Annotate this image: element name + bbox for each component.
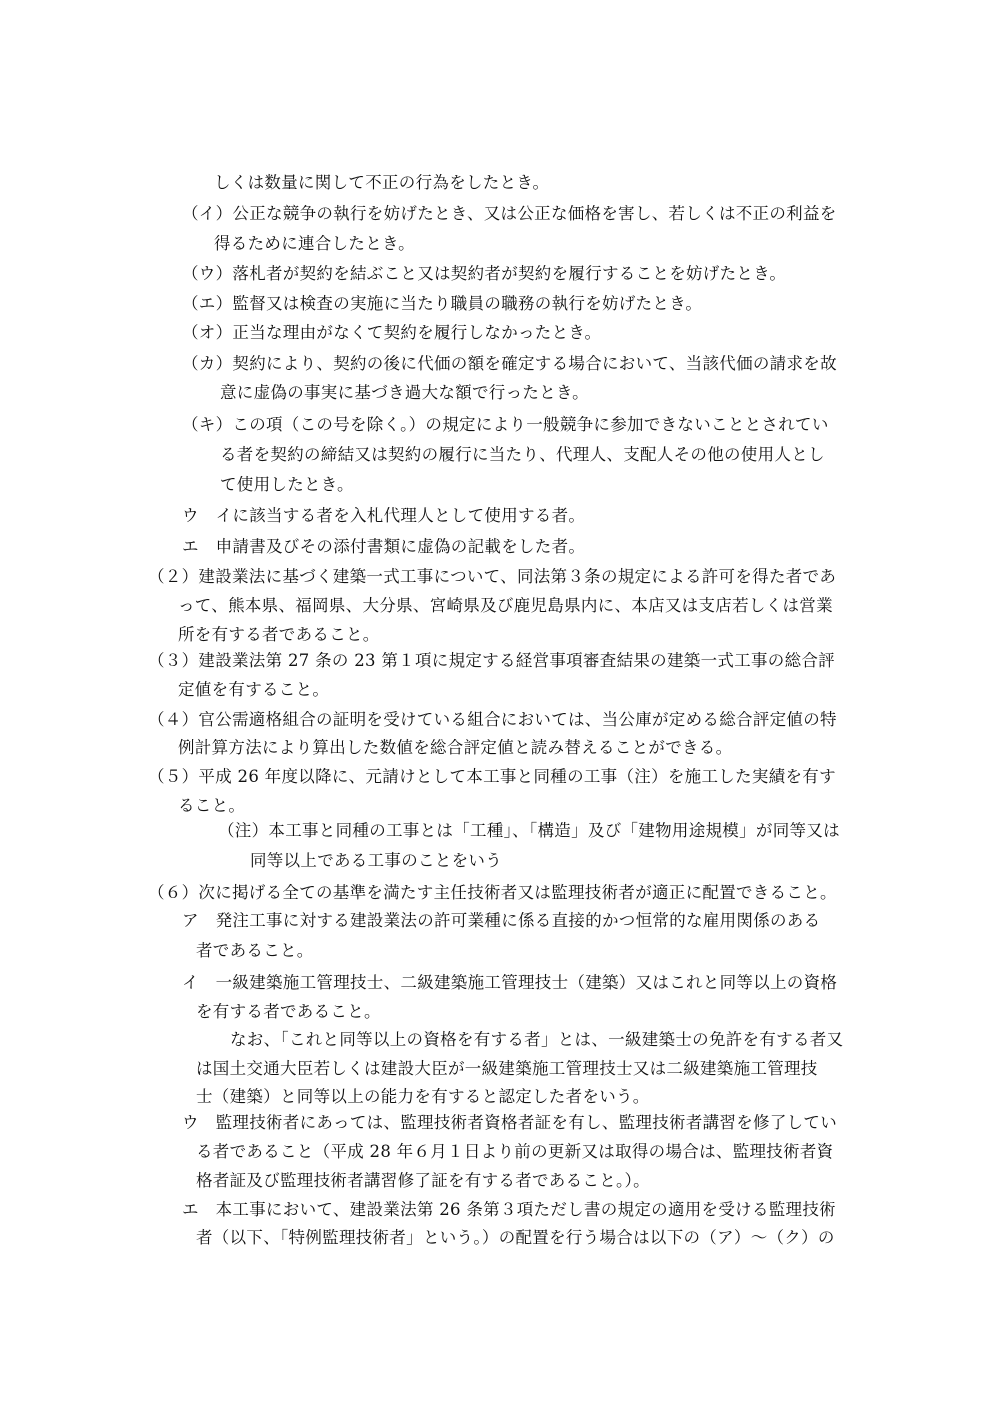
text-line: エ 申請書及びその添付書類に虚偽の記載をした者。 [182, 537, 586, 556]
text-line: 者（以下、「特例監理技術者」という。）の配置を行う場合は以下の（ア）〜（ク）の [196, 1228, 835, 1247]
text-line: る者であること（平成 28 年６月１日より前の更新又は取得の場合は、監理技術者資 [196, 1142, 834, 1161]
text-line: エ 本工事において、建設業法第 26 条第３項ただし書の規定の適用を受ける監理技術 [182, 1200, 836, 1219]
text-line: （２）建設業法に基づく建築一式工事について、同法第３条の規定による許可を得た者であ [148, 567, 837, 586]
text-line: イ 一級建築施工管理技士、二級建築施工管理技士（建築）又はこれと同等以上の資格 [182, 973, 838, 992]
text-line: て使用したとき。 [220, 475, 354, 494]
text-line: 例計算方法により算出した数値を総合評定値と読み替えることができる。 [178, 738, 733, 757]
text-line: 所を有する者であること。 [178, 625, 380, 644]
text-line: を有する者であること。 [196, 1002, 381, 1021]
text-line: は国土交通大臣若しくは建設大臣が一級建築施工管理技士又は二級建築施工管理技 [196, 1059, 818, 1078]
text-line: 得るために連合したとき。 [214, 234, 415, 253]
text-line: ること。 [178, 796, 246, 815]
text-line: （３）建設業法第 27 条の 23 第１項に規定する経営事項審査結果の建築一式工事の総合評 [148, 651, 835, 670]
text-line: 者であること。 [196, 941, 314, 960]
text-line: （注）本工事と同種の工事とは「工種」、「構造」及び「建物用途規模」が同等又は [218, 821, 840, 840]
text-line: （イ）公正な競争の執行を妨げたとき、又は公正な価格を害し、若しくは不正の利益を [182, 204, 837, 223]
text-line: って、熊本県、福岡県、大分県、宮崎県及び鹿児島県内に、本店又は支店若しくは営業 [178, 596, 833, 615]
text-line: る者を契約の締結又は契約の履行に当たり、代理人、支配人その他の使用人とし [220, 445, 825, 464]
text-line: 定値を有すること。 [178, 680, 330, 699]
text-line: 格者証及び監理技術者講習修了証を有する者であること。）。 [196, 1171, 650, 1190]
text-line: ウ イに該当する者を入札代理人として使用する者。 [182, 506, 586, 525]
text-line: なお、「これと同等以上の資格を有する者」とは、一級建築士の免許を有する者又 [230, 1030, 844, 1049]
text-line: （５）平成 26 年度以降に、元請けとして本工事と同種の工事（注）を施工した実績を有す [148, 767, 836, 786]
text-line: 士（建築）と同等以上の能力を有すると認定した者をいう。 [196, 1087, 650, 1106]
text-line: （ウ）落札者が契約を結ぶこと又は契約者が契約を履行することを妨げたとき。 [182, 264, 787, 283]
text-line: （オ）正当な理由がなくて契約を履行しなかったとき。 [182, 323, 602, 342]
text-line: （６）次に掲げる全ての基準を満たす主任技術者又は監理技術者が適正に配置できること。 [148, 883, 837, 902]
text-line: ウ 監理技術者にあっては、監理技術者資格者証を有し、監理技術者講習を修了してい [182, 1113, 838, 1132]
text-line: （エ）監督又は検査の実施に当たり職員の職務の執行を妨げたとき。 [182, 294, 703, 313]
text-line: 意に虚偽の事実に基づき過大な額で行ったとき。 [220, 383, 589, 402]
text-line: しくは数量に関して不正の行為をしたとき。 [214, 173, 550, 192]
text-line: 同等以上である工事のことをいう [250, 851, 502, 870]
text-line: （４）官公需適格組合の証明を受けている組合においては、当公庫が定める総合評定値の特 [148, 710, 837, 729]
text-line: ア 発注工事に対する建設業法の許可業種に係る直接的かつ恒常的な雇用関係のある [182, 911, 821, 930]
text-line: （カ）契約により、契約の後に代価の額を確定する場合において、当該代価の請求を故 [182, 354, 837, 373]
text-line: （キ）この項（この号を除く。）の規定により一般競争に参加できないこととされてい [182, 415, 829, 434]
